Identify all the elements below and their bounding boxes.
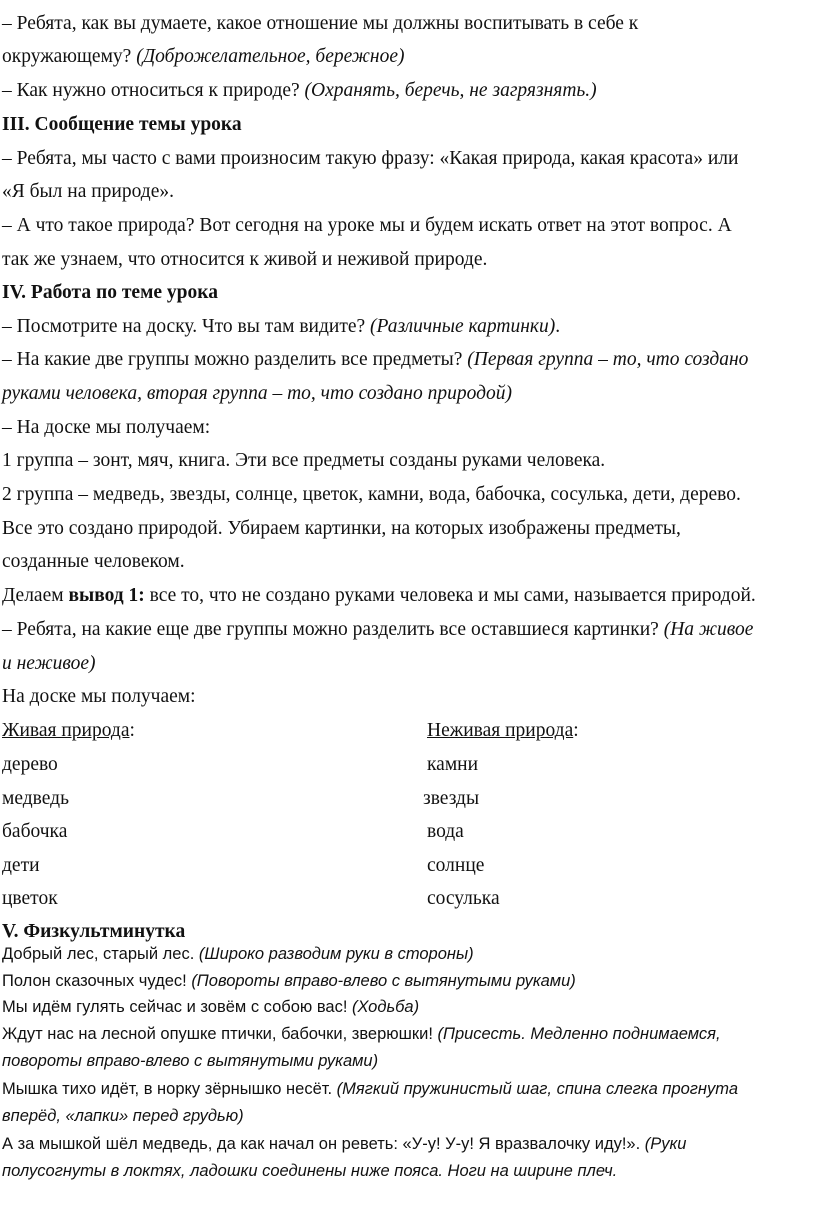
paragraph-line xyxy=(2,485,741,507)
text: 1 группа – зонт, мяч, книга. Эти все предметы созданы руками человека. xyxy=(2,450,606,471)
movement-italic: повороты вправо-влево с вытянутыми руками) xyxy=(2,1052,379,1070)
text: дети xyxy=(2,855,40,876)
list-item xyxy=(427,889,500,911)
poem-line xyxy=(2,1108,244,1128)
text: солнце xyxy=(427,855,485,876)
paragraph-line xyxy=(2,552,185,574)
text: созданные человеком. xyxy=(2,551,185,572)
text: так же узнаем, что относится к живой и неживой природе. xyxy=(2,249,488,270)
text: медведь xyxy=(2,788,69,809)
colon: : xyxy=(129,720,135,741)
text: все то, что не создано руками человека и мы сами, называется природой. xyxy=(144,585,756,606)
text: – Ребята, как вы думаете, какое отношение мы должны воспитывать в себе к xyxy=(2,13,639,34)
paragraph-line xyxy=(2,149,738,171)
text: – Ребята, мы часто с вами произносим такую фразу: «Какая природа, какая красота» или xyxy=(2,148,739,169)
list-item xyxy=(427,822,464,844)
list-item xyxy=(2,889,58,911)
answer-italic: (Различные картинки) xyxy=(370,316,556,337)
text: цветок xyxy=(2,888,58,909)
header-text: Живая природа xyxy=(2,720,130,741)
paragraph-line xyxy=(2,216,732,238)
paragraph-line xyxy=(2,250,487,272)
movement-italic: (Широко разводим руки в стороны) xyxy=(198,945,474,963)
text: Ждут нас на лесной опушке птички, бабочки, зверюшки! xyxy=(2,1025,438,1043)
poem-line xyxy=(2,1081,738,1101)
paragraph-line xyxy=(2,182,174,204)
text: . xyxy=(555,316,561,337)
poem-line xyxy=(2,973,576,993)
list-item xyxy=(2,755,58,777)
text: сосулька xyxy=(427,888,500,909)
answer-italic: (Доброжелательное, бережное) xyxy=(136,46,405,67)
poem-line xyxy=(2,1026,721,1046)
text: – Посмотрите на доску. Что вы там видите? xyxy=(2,316,371,337)
answer-italic: (Первая группа – то, что создано xyxy=(467,349,749,370)
list-item xyxy=(427,755,478,777)
nonliving-nature-header xyxy=(427,721,579,743)
text: «Я был на природе». xyxy=(2,181,174,202)
header-text: Неживая природа xyxy=(427,720,574,741)
section-heading xyxy=(2,115,242,137)
text: Делаем xyxy=(2,585,69,606)
movement-italic: (Руки xyxy=(644,1135,687,1153)
paragraph-line xyxy=(2,81,597,103)
list-item xyxy=(423,789,479,811)
poem-line xyxy=(2,946,474,966)
movement-italic: полусогнуты в локтях, ладошки соединены ниже пояса. Ноги на ширине плеч. xyxy=(2,1162,618,1180)
movement-italic: (Повороты вправо-влево с вытянутыми руками) xyxy=(191,972,576,990)
text: звезды xyxy=(423,788,480,809)
movement-italic: (Мягкий пружинистый шаг, спина слегка прогнута xyxy=(336,1080,738,1098)
answer-italic: (Охранять, беречь, не загрязнять.) xyxy=(304,80,597,101)
list-item xyxy=(427,856,484,878)
paragraph-line xyxy=(2,384,512,406)
poem-line xyxy=(2,1163,617,1183)
list-item xyxy=(2,822,67,844)
colon: : xyxy=(573,720,579,741)
movement-italic: (Ходьба) xyxy=(352,998,420,1016)
text: Мы идём гулять сейчас и зовём с собою вас! xyxy=(2,998,353,1016)
text: А за мышкой шёл медведь, да как начал он реветь: «У-у! У-у! Я вразвалочку иду!». xyxy=(2,1135,645,1153)
list-item xyxy=(2,856,40,878)
paragraph-line xyxy=(2,620,753,642)
text: На доске мы получаем: xyxy=(2,686,196,707)
paragraph-line xyxy=(2,317,560,339)
text: вода xyxy=(427,821,464,842)
text: – На доске мы получаем: xyxy=(2,417,211,438)
answer-italic: (На живое xyxy=(663,619,754,640)
section-heading xyxy=(2,283,218,305)
poem-line xyxy=(2,1136,686,1156)
answer-italic: руками человека, вторая группа – то, что создано природой) xyxy=(2,383,512,404)
text: бабочка xyxy=(2,821,68,842)
text: – Как нужно относиться к природе? xyxy=(2,80,305,101)
text: окружающему? xyxy=(2,46,137,67)
paragraph-line xyxy=(2,519,681,541)
paragraph-line xyxy=(2,350,748,372)
paragraph-line xyxy=(2,47,405,69)
poem-line xyxy=(2,999,419,1019)
paragraph-line xyxy=(2,14,638,36)
living-nature-header xyxy=(2,721,135,743)
heading-text: V. Физкультминутка xyxy=(2,921,186,942)
answer-italic: и неживое) xyxy=(2,653,96,674)
text: Полон сказочных чудес! xyxy=(2,972,192,990)
conclusion-bold: вывод 1: xyxy=(68,585,145,606)
movement-italic: вперёд, «лапки» перед грудью) xyxy=(2,1107,244,1125)
paragraph-line xyxy=(2,418,210,440)
paragraph-line xyxy=(2,687,196,709)
text: – А что такое природа? Вот сегодня на уроке мы и будем искать ответ на этот вопрос. А xyxy=(2,215,732,236)
text: дерево xyxy=(2,754,58,775)
poem-line xyxy=(2,1053,378,1073)
text: Все это создано природой. Убираем картинки, на которых изображены предметы, xyxy=(2,518,681,539)
list-item xyxy=(2,789,69,811)
paragraph-line xyxy=(2,586,756,608)
movement-italic: (Присесть. Медленно поднимаемся, xyxy=(437,1025,721,1043)
heading-text: IV. Работа по теме урока xyxy=(2,282,218,303)
section-heading xyxy=(2,922,185,944)
text: – На какие две группы можно разделить все предметы? xyxy=(2,349,468,370)
paragraph-line xyxy=(2,654,95,676)
text: 2 группа – медведь, звезды, солнце, цветок, камни, вода, бабочка, сосулька, дети, дерево. xyxy=(2,484,741,505)
text: Добрый лес, старый лес. xyxy=(2,945,199,963)
text: – Ребята, на какие еще две группы можно разделить все оставшиеся картинки? xyxy=(2,619,664,640)
text: Мышка тихо идёт, в норку зёрнышко несёт. xyxy=(2,1080,337,1098)
text: камни xyxy=(427,754,479,775)
paragraph-line xyxy=(2,451,605,473)
heading-text: III. Сообщение темы урока xyxy=(2,114,242,135)
